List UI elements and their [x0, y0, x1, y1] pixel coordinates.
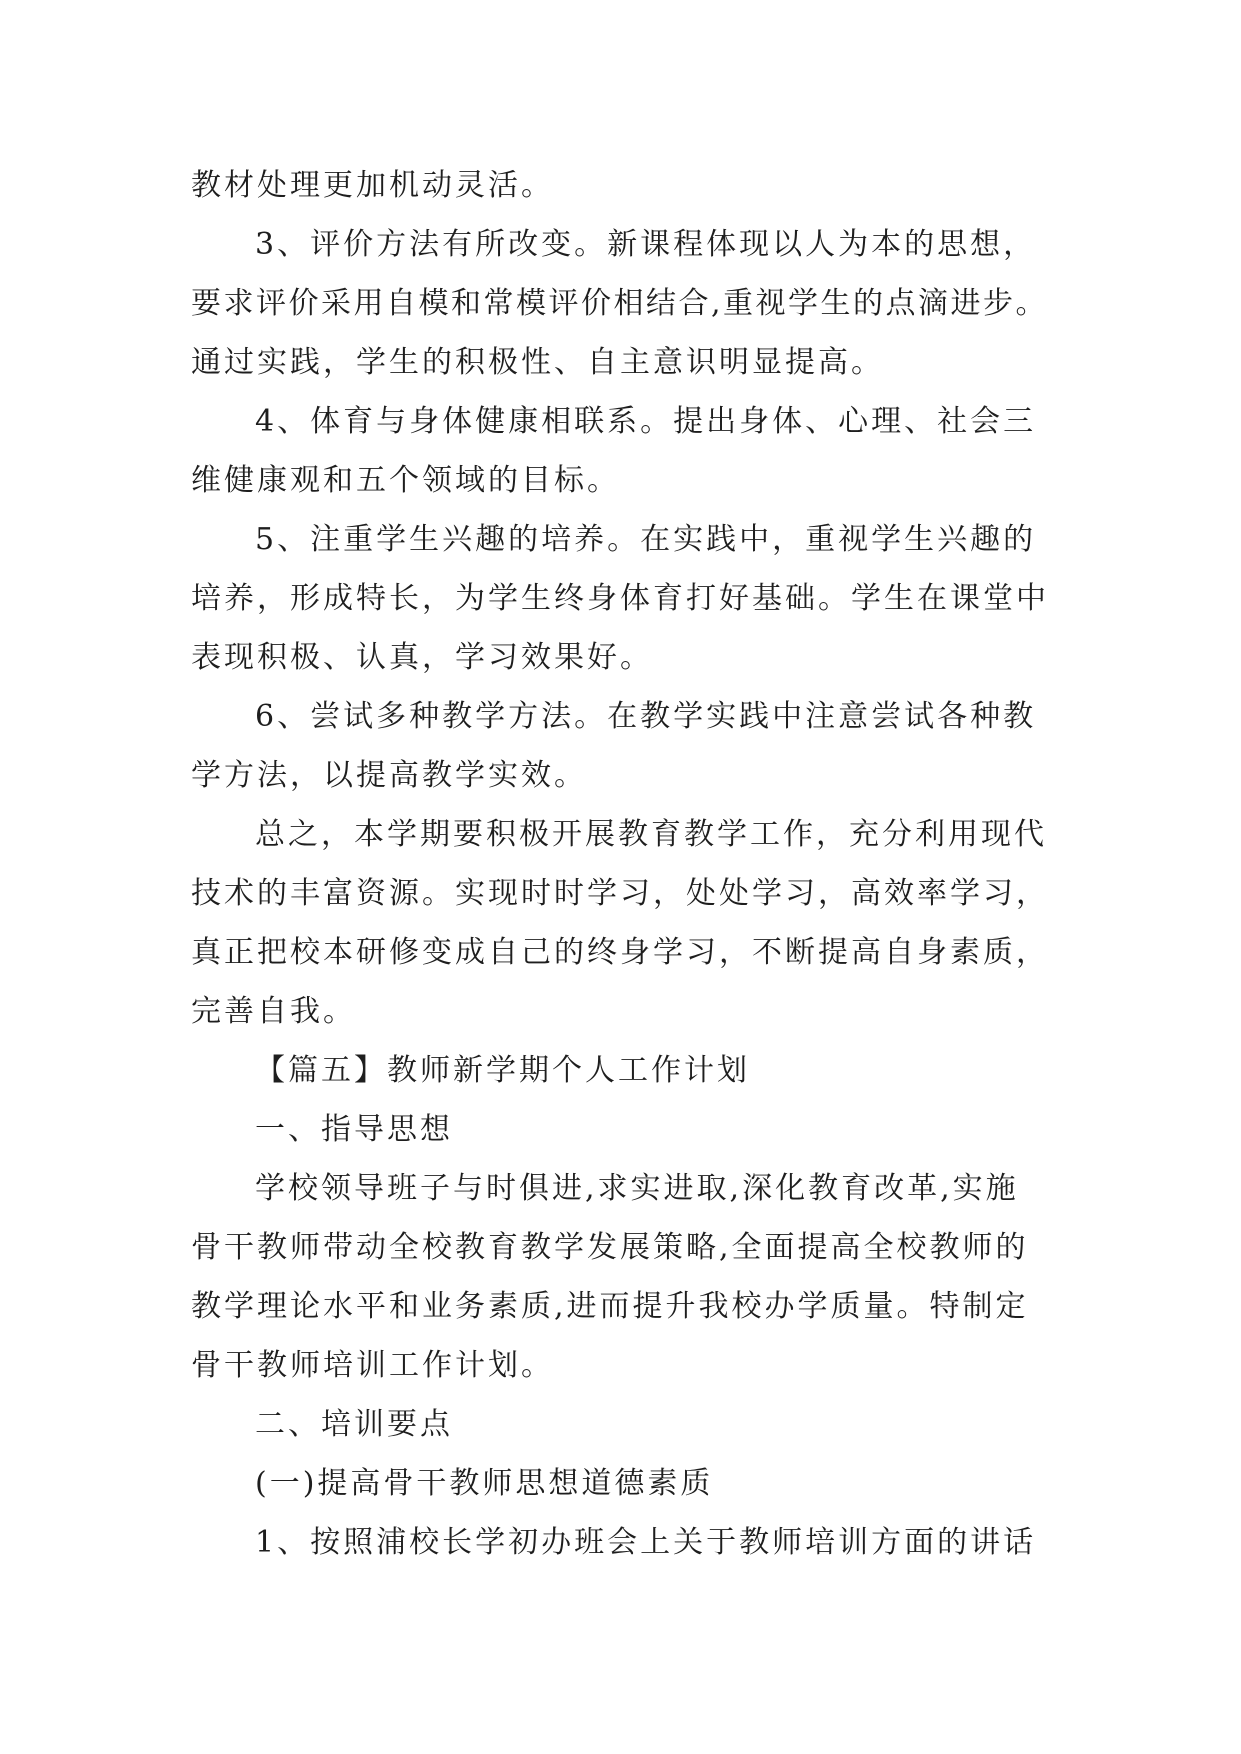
text-line: 教学理论水平和业务素质,进而提升我校办学质量。特制定 — [191, 1289, 1029, 1324]
text-line: 二、培训要点 — [255, 1407, 453, 1442]
text-line: 一、指导思想 — [255, 1112, 453, 1147]
text-line: 骨干教师培训工作计划。 — [191, 1348, 554, 1383]
text-line: 维健康观和五个领域的目标。 — [191, 463, 620, 498]
text-line: 表现积极、认真，学习效果好。 — [191, 640, 653, 675]
text-line: 骨干教师带动全校教育教学发展策略,全面提高全校教师的 — [191, 1230, 1029, 1265]
text-line: 完善自我。 — [191, 994, 356, 1029]
text-line: 【篇五】教师新学期个人工作计划 — [255, 1053, 750, 1088]
text-line: 学方法，以提高教学实效。 — [191, 758, 587, 793]
document-body — [191, 156, 1051, 1572]
text-line: 5、注重学生兴趣的培养。在实践中，重视学生兴趣的 — [255, 522, 1037, 557]
text-line: 要求评价采用自模和常模评价相结合,重视学生的点滴进步。 — [191, 286, 1049, 321]
text-line: 6、尝试多种教学方法。在教学实践中注意尝试各种教 — [255, 699, 1037, 734]
text-line: 1、按照浦校长学初办班会上关于教师培训方面的讲话 — [255, 1525, 1037, 1560]
text-line: 通过实践，学生的积极性、自主意识明显提高。 — [191, 345, 884, 380]
text-line: 教材处理更加机动灵活。 — [191, 168, 554, 203]
text-line: 真正把校本研修变成自己的终身学习，不断提高自身素质， — [191, 935, 1049, 970]
text-line: (一)提高骨干教师思想道德素质 — [255, 1466, 714, 1501]
text-line: 学校领导班子与时俱进,求实进取,深化教育改革,实施 — [255, 1171, 1019, 1206]
text-line: 技术的丰富资源。实现时时学习，处处学习，高效率学习， — [191, 876, 1049, 911]
text-line: 总之，本学期要积极开展教育教学工作，充分利用现代 — [255, 817, 1047, 852]
text-line: 4、体育与身体健康相联系。提出身体、心理、社会三 — [255, 404, 1037, 439]
text-line: 3、评价方法有所改变。新课程体现以人为本的思想， — [255, 227, 1037, 262]
text-line: 培养，形成特长，为学生终身体育打好基础。学生在课堂中 — [191, 581, 1049, 616]
